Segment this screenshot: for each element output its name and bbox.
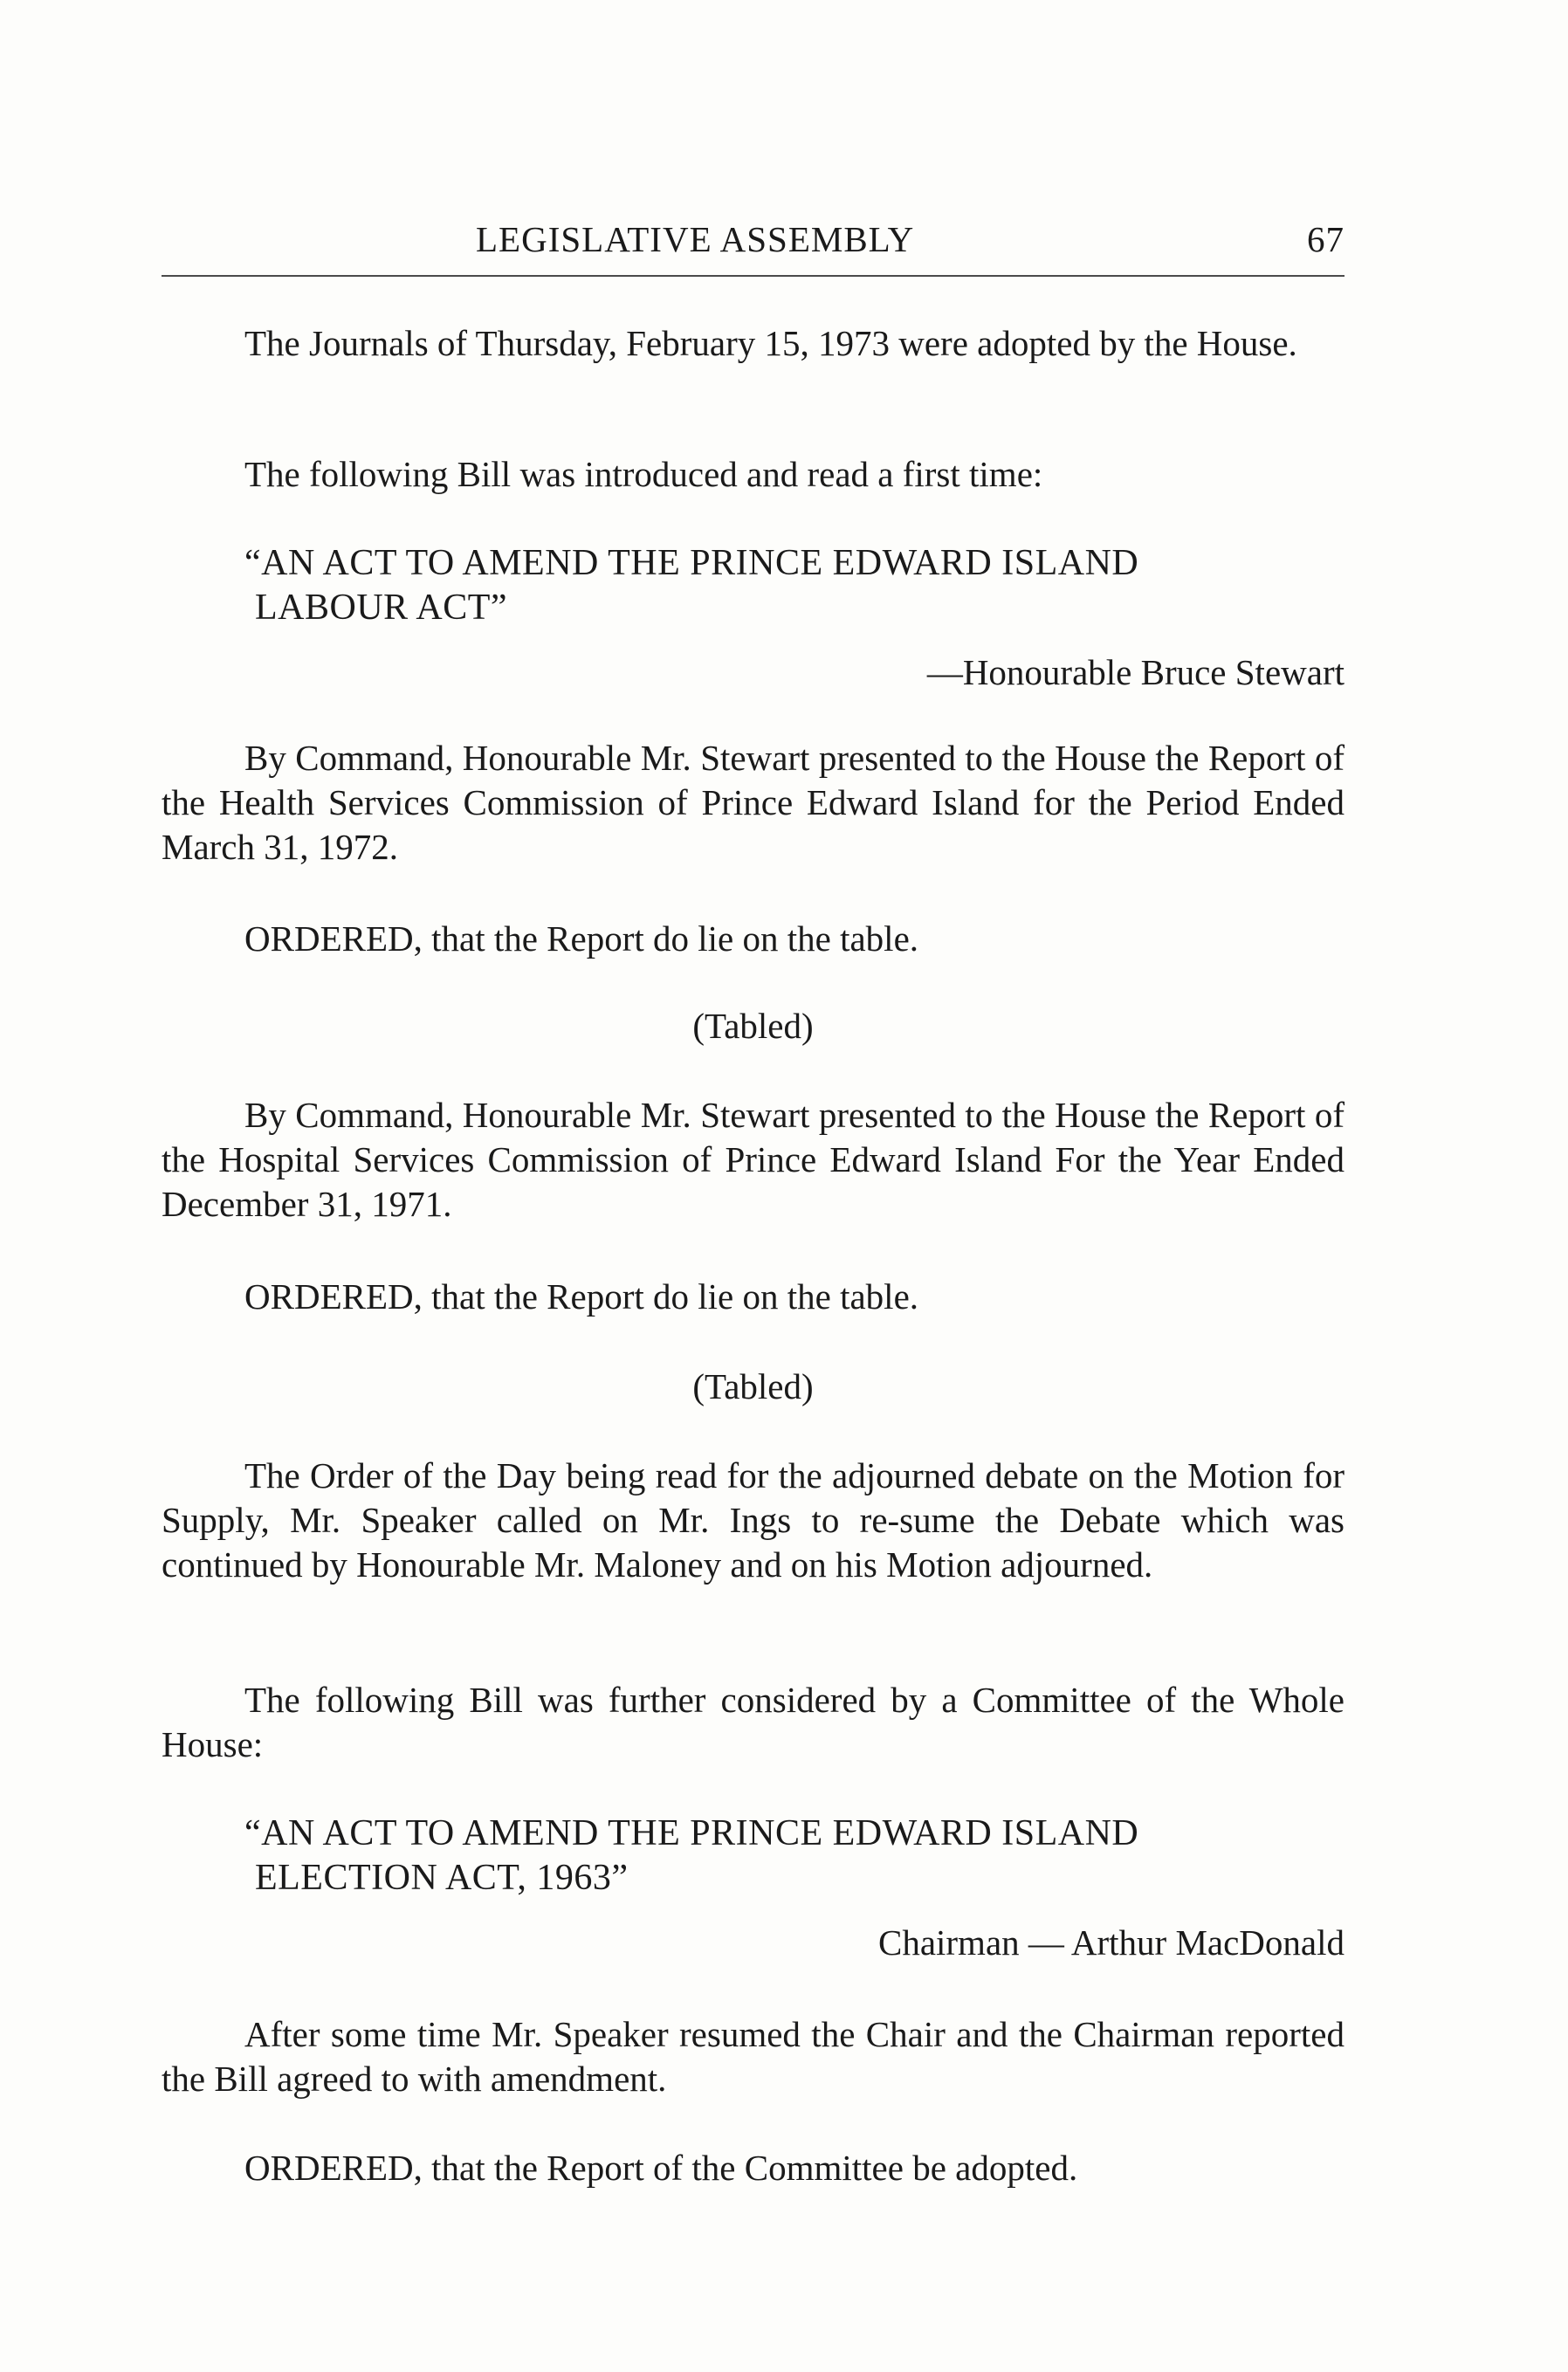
speaker-resumed-paragraph: After some time Mr. Speaker resumed the Chair and the Chairman reported the Bill agreed to with amendment. xyxy=(162,2014,1344,2099)
bill-sponsor: —Honourable Bruce Stewart xyxy=(926,652,1344,692)
tabled-note-2: (Tabled) xyxy=(692,1366,814,1406)
bill-title-line: LABOUR ACT” xyxy=(255,588,507,628)
bill-title-labour-act xyxy=(162,541,1427,630)
page-header xyxy=(162,218,1344,271)
committee-consideration-paragraph: The following Bill was further considered by a Committee of the Whole House: xyxy=(162,1680,1344,1764)
ordered-lie-on-table-2: ORDERED, that the Report do lie on the table. xyxy=(244,1276,919,1317)
bill-title-line: ELECTION ACT, 1963” xyxy=(255,1858,629,1898)
journals-adopted-paragraph: The Journals of Thursday, February 15, 1973 were adopted by the House. xyxy=(244,323,1297,363)
health-services-report-paragraph: By Command, Honourable Mr. Stewart presented to the House the Report of the Health Services Commission of Prince Edward Island for the Period Ended March 31, 1972. xyxy=(162,738,1344,867)
ordered-committee-report-adopted: ORDERED, that the Report of the Committee be adopted. xyxy=(244,2148,1078,2188)
bill-title-election-act xyxy=(162,1812,1427,1901)
tabled-note-1: (Tabled) xyxy=(692,1006,814,1046)
adjourned-debate-paragraph: The Order of the Day being read for the adjourned debate on the Motion for Supply, Mr. Speaker called on Mr. Ings to re-sume the Debate which was continued by Honourable Mr. Maloney and on his Motion adjourned. xyxy=(162,1455,1344,1585)
running-title: LEGISLATIVE ASSEMBLY xyxy=(476,219,915,259)
page-number: 67 xyxy=(1307,219,1344,259)
header-rule xyxy=(162,275,1344,277)
bill-title-line: “AN ACT TO AMEND THE PRINCE EDWARD ISLAND xyxy=(244,1813,1139,1853)
hospital-services-report-paragraph: By Command, Honourable Mr. Stewart presented to the House the Report of the Hospital Services Commission of Prince Edward Island For the Year Ended December 31, 1971. xyxy=(162,1095,1344,1224)
bill-title-line: “AN ACT TO AMEND THE PRINCE EDWARD ISLAND xyxy=(244,543,1139,583)
ordered-lie-on-table-1: ORDERED, that the Report do lie on the table. xyxy=(244,918,919,959)
bill-introduced-paragraph: The following Bill was introduced and read a first time: xyxy=(244,454,1043,494)
committee-chairman: Chairman — Arthur MacDonald xyxy=(877,1922,1344,1963)
